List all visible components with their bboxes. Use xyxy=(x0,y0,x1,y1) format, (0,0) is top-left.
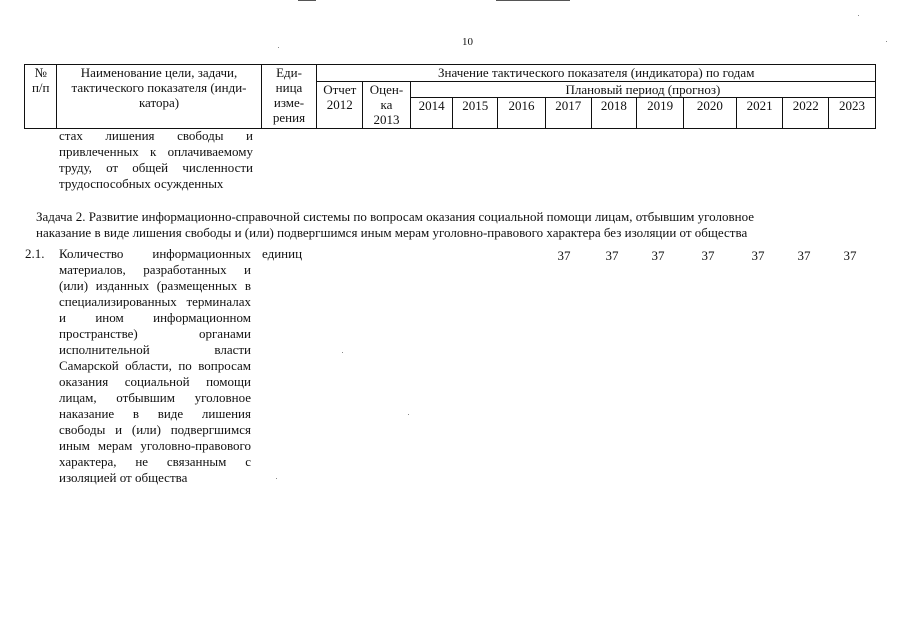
header-year: 2015 xyxy=(453,98,498,129)
header-year: 2020 xyxy=(683,98,736,129)
header-name: Наименование цели, задачи, тактического показателя (инди- катора) xyxy=(71,65,247,110)
row-value-2023: 37 xyxy=(843,248,857,263)
header-year: 2022 xyxy=(783,98,829,129)
header-unit: Еди- ница изме- рения xyxy=(272,65,306,125)
top-rule xyxy=(496,0,570,1)
row-unit: единиц xyxy=(262,246,303,261)
header-year: 2014 xyxy=(410,98,453,129)
header-year: 2016 xyxy=(498,98,546,129)
header-report: Отчет 2012 xyxy=(323,82,357,112)
header-year: 2018 xyxy=(591,98,637,129)
task-2-heading xyxy=(36,209,826,241)
header-report-cell xyxy=(317,82,363,129)
header-year: 2021 xyxy=(736,98,783,129)
row-value-2018: 37 xyxy=(605,248,619,263)
task-2-line-2: наказание в виде лишения свободы и (или) подвергшимся иным мерам уголовно-правового характера без изоляции от общества xyxy=(36,225,748,240)
header-year: 2023 xyxy=(829,98,876,129)
continuation-text: стах лишения свободы и привлеченных к оплачиваемому труду, от общей численности трудоспособных осужденных xyxy=(59,128,253,191)
header-plan-title-cell xyxy=(410,82,875,98)
header-number-cell xyxy=(25,65,57,129)
row-number: 2.1. xyxy=(25,246,45,261)
scan-speck xyxy=(858,15,859,16)
header-plan-title: Плановый период (прогноз) xyxy=(565,82,721,97)
header-estimate: Оцен- ка 2013 xyxy=(369,82,404,127)
scan-speck xyxy=(276,478,277,479)
top-rule xyxy=(298,0,316,1)
row-value-2020: 37 xyxy=(701,248,715,263)
row-indicator-name: Количество информационных материалов, разработанных и (или) изданных (размещенных в специализированных терминалах и ином информационном пространстве) органами исполнительной власти Самарской области, по вопросам оказания социальной помощи лицам, отбывшим уголовное наказание в виде лишения свободы и (или) подвергшимся иным мерам уголовно-правового характера, не связанным с изоляцией от общества xyxy=(59,246,251,485)
header-year: 2017 xyxy=(545,98,591,129)
page-number: 10 xyxy=(462,36,473,48)
row-value-2017: 37 xyxy=(557,248,571,263)
row-value-2021: 37 xyxy=(751,248,765,263)
scan-speck xyxy=(278,47,279,48)
indicator-header-table xyxy=(24,64,876,129)
header-number: № п/п xyxy=(31,65,50,95)
row-value-2022: 37 xyxy=(797,248,811,263)
header-estimate-cell xyxy=(363,82,411,129)
scan-speck xyxy=(408,414,409,415)
row-value-2019: 37 xyxy=(651,248,665,263)
header-values-title: Значение тактического показателя (индикатора) по годам xyxy=(437,65,755,80)
header-unit-cell xyxy=(261,65,317,129)
header-year: 2019 xyxy=(637,98,684,129)
header-values-title-cell xyxy=(317,65,876,82)
task-2-line-1: Задача 2. Развитие информационно-справочной системы по вопросам оказания социальной помощи лицам, отбывшим уголовное xyxy=(36,209,755,224)
scan-speck xyxy=(342,352,343,353)
scan-speck xyxy=(886,41,887,42)
header-name-cell xyxy=(57,65,261,129)
